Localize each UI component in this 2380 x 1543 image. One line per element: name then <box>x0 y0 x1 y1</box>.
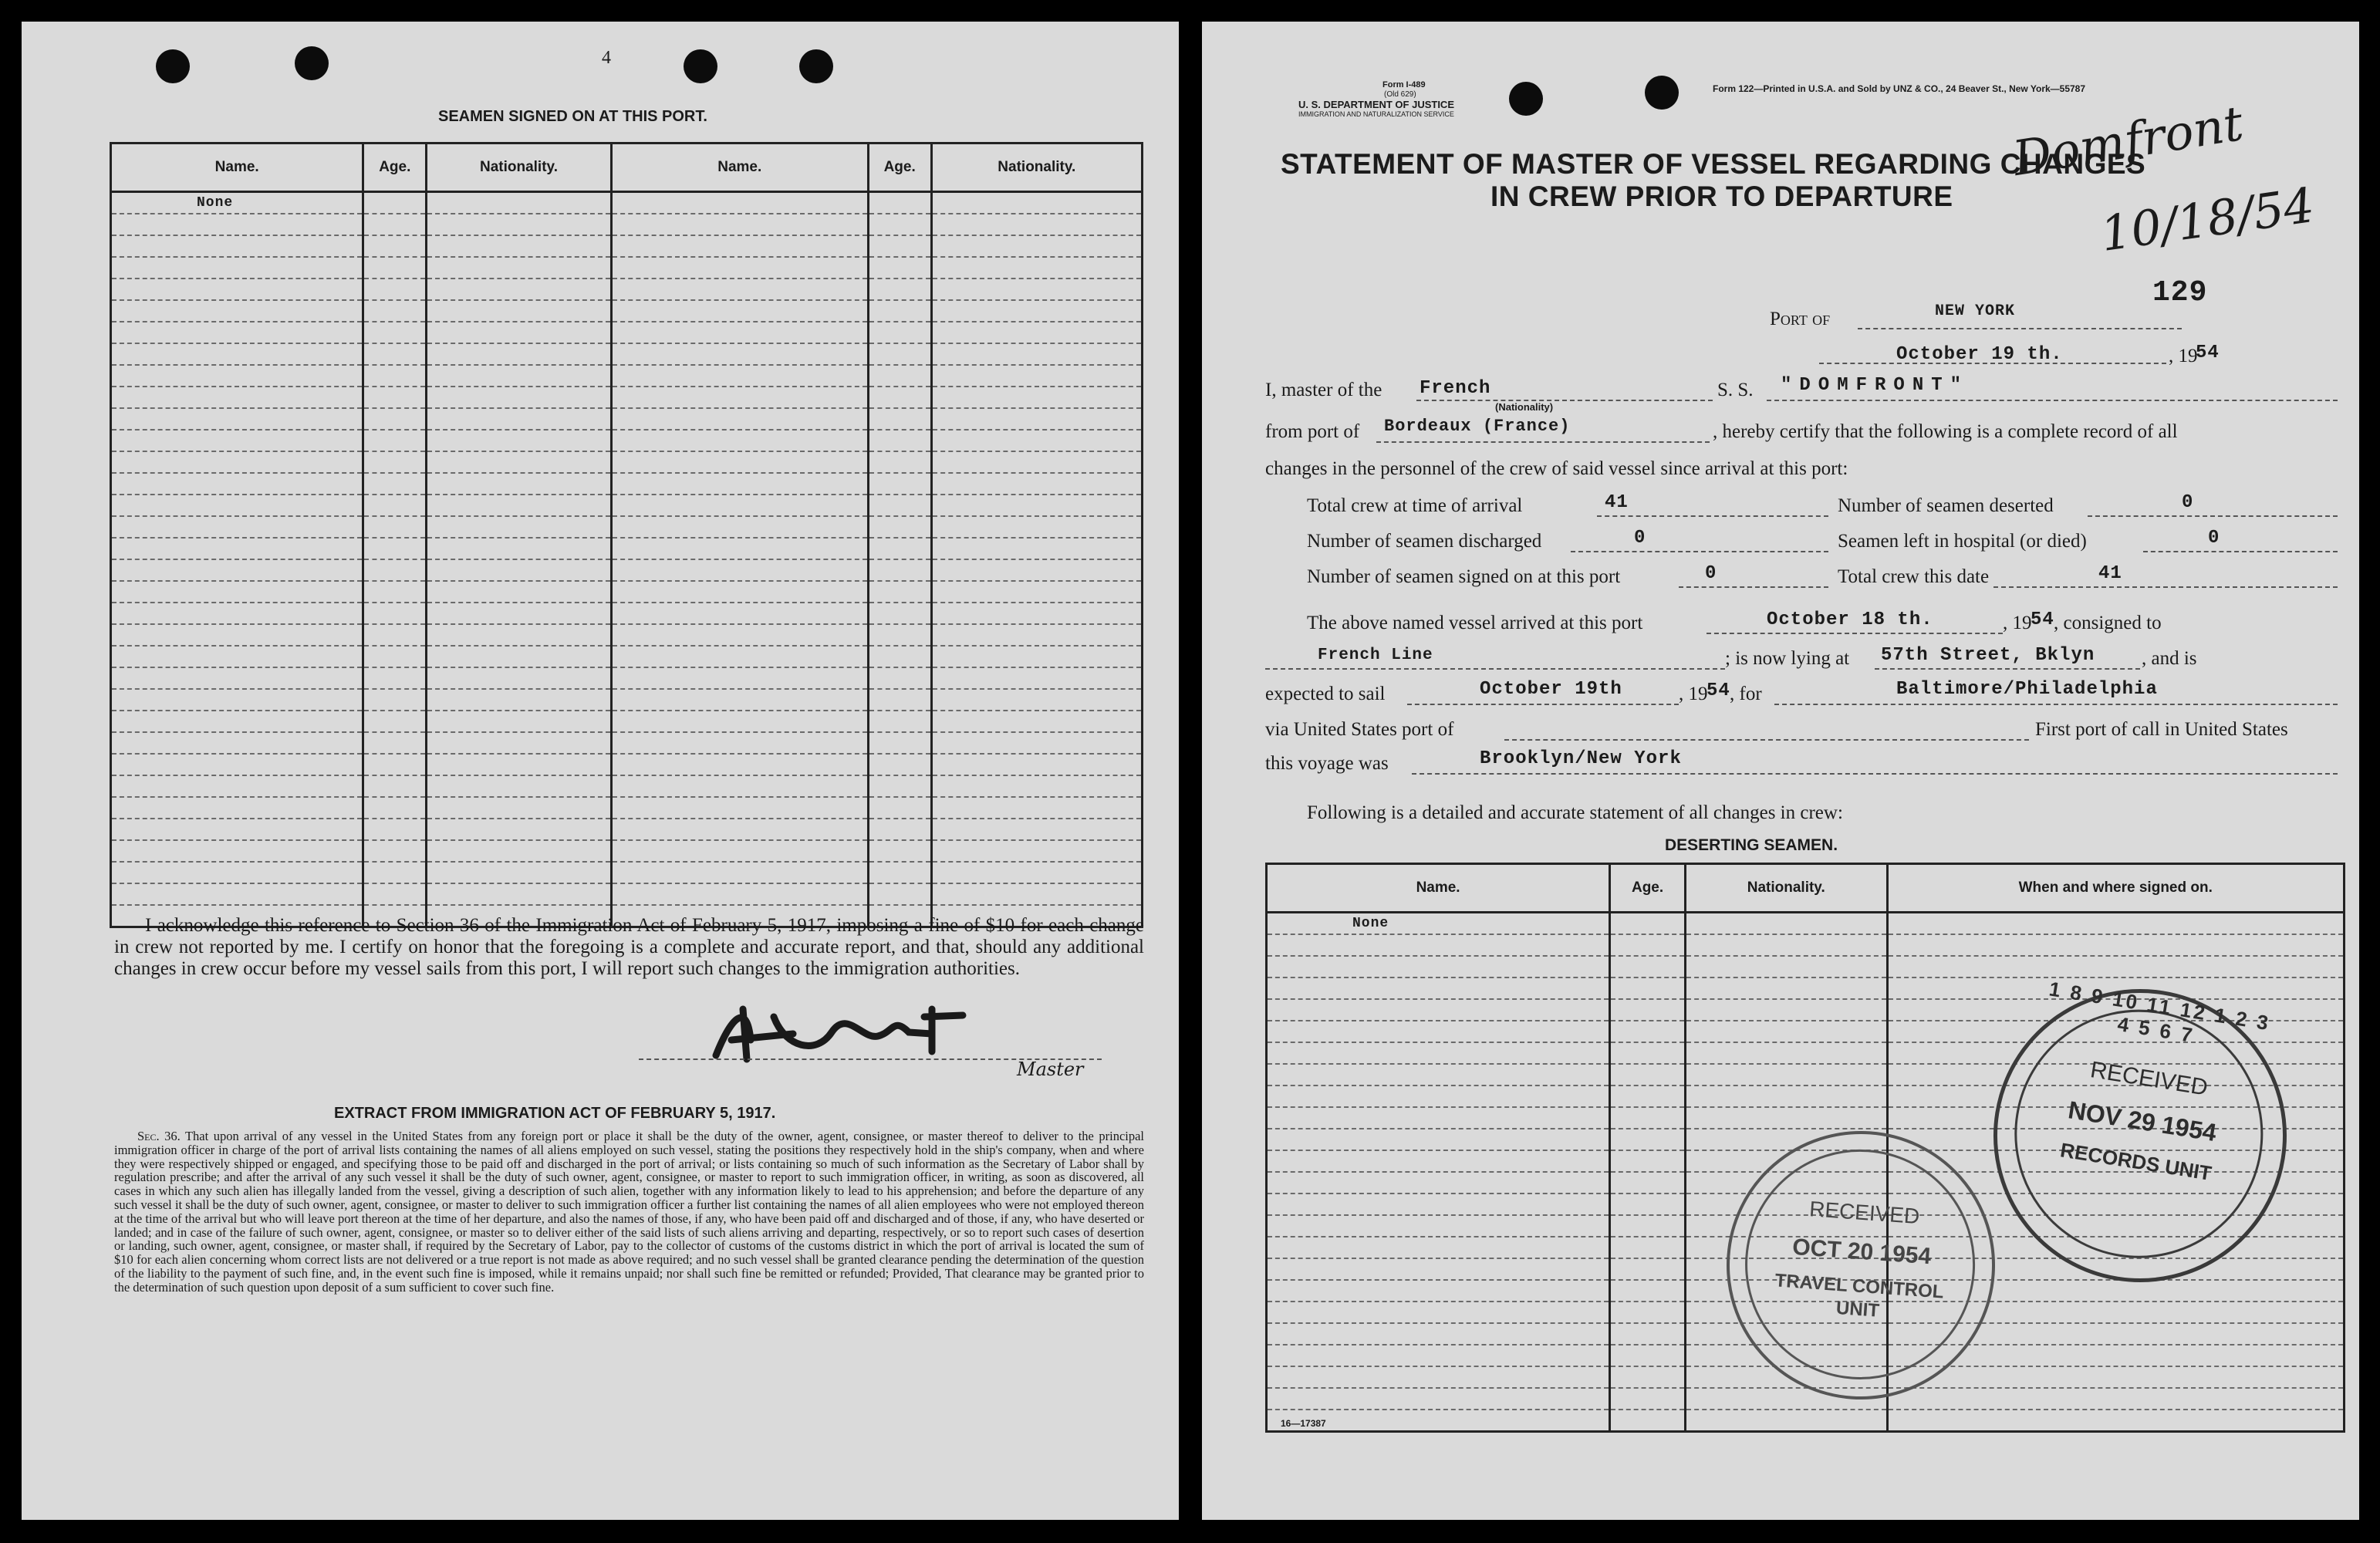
stat-deserted-label: Number of seamen deserted <box>1838 495 2054 516</box>
stat-total-date-label: Total crew this date <box>1838 566 1990 587</box>
punch-hole <box>684 49 717 83</box>
punch-hole <box>156 49 190 83</box>
stat-line <box>2143 551 2338 552</box>
nationality-value: French <box>1420 378 1491 399</box>
table-row <box>111 797 1143 819</box>
column-header-nationality: Nationality. <box>1685 864 1887 913</box>
table-row <box>111 192 1143 214</box>
seaman-name-cell: None <box>1267 913 1610 935</box>
table-row <box>1267 934 2345 956</box>
for-label: , for <box>1730 684 1762 704</box>
master-label: Master <box>1017 1058 1084 1080</box>
stamp-travel-control: TRAVEL CONTROL <box>1774 1270 1945 1303</box>
table-row <box>111 819 1143 840</box>
expected-year: 54 <box>1707 680 1730 701</box>
page-number: 4 <box>602 48 611 68</box>
lying-value: 57th Street, Bklyn <box>1881 645 2095 666</box>
stat-line <box>2088 515 2338 517</box>
ship-name: "DOMFRONT" <box>1781 375 1970 396</box>
following-text: Following is a detailed and accurate statement of all changes in crew: <box>1307 802 1843 823</box>
table-row <box>1267 1388 2345 1410</box>
arrived-value: October 18 th. <box>1767 609 1933 630</box>
column-header-nationality: Nationality. <box>931 143 1142 192</box>
table-row <box>111 883 1143 905</box>
service-name: IMMIGRATION AND NATURALIZATION SERVICE <box>1298 110 1454 118</box>
table-row <box>111 754 1143 775</box>
stat-line <box>1993 586 2338 588</box>
handwritten-ship-name: Domfront <box>2009 94 2247 187</box>
expected-year-prefix: , 19 <box>1679 684 1708 704</box>
table-row <box>111 667 1143 689</box>
stat-hospital-label: Seamen left in hospital (or died) <box>1838 531 2087 552</box>
table-row <box>111 732 1143 754</box>
stamp-date: OCT 20 1954 <box>1791 1234 1933 1270</box>
table-header-row <box>111 143 1143 192</box>
extract-section-36 <box>114 1129 1144 1295</box>
table-row <box>111 214 1143 235</box>
table-row <box>111 365 1143 387</box>
punch-hole <box>295 46 329 80</box>
table-row <box>111 646 1143 667</box>
deserting-heading: DESERTING SEAMEN. <box>1665 836 1838 854</box>
acknowledgement-text: I acknowledge this reference to Section 36 of the Immigration Act of February 5, 1917, imposing a fine of $10 for each change in crew not reported by me. I certify on honor that the foregoing is a complete and accurate report, and that, should any additional changes in crew occur before my vessel sails from this port, I will report such changes to the immigration authorities. <box>114 915 1144 979</box>
ship-name-line <box>1767 400 2338 401</box>
voyage-line <box>1412 773 2338 775</box>
form-title-line1: STATEMENT OF MASTER OF VESSEL REGARDING CHANGES <box>1281 148 2146 180</box>
seaman-name-cell: None <box>111 192 363 214</box>
date-year-prefix: , 19 <box>2169 346 2198 366</box>
lying-line <box>1875 668 2140 670</box>
table-row <box>111 322 1143 343</box>
column-header-when-where: When and where signed on. <box>1887 864 2344 913</box>
stat-total-arrival-value: 41 <box>1605 492 1629 513</box>
stat-total-arrival-label: Total crew at time of arrival <box>1307 495 1523 516</box>
table-row <box>111 624 1143 646</box>
destination-value: Baltimore/Philadelphia <box>1896 679 2158 700</box>
table-row <box>111 775 1143 797</box>
column-header-age: Age. <box>363 143 427 192</box>
master-signature <box>700 986 1040 1079</box>
seamen-signed-table <box>110 142 1143 928</box>
port-value: NEW YORK <box>1935 302 2016 320</box>
from-port-label: from port of <box>1265 421 1360 442</box>
stat-signed-on-value: 0 <box>1705 563 1717 584</box>
expected-label: expected to sail <box>1265 684 1386 704</box>
from-port-line <box>1376 441 1710 443</box>
stamp-unit: UNIT <box>1835 1297 1880 1322</box>
seamen-signed-heading: SEAMEN SIGNED ON AT THIS PORT. <box>438 108 707 125</box>
printer-note: Form 122—Printed in U.S.A. and Sold by UNZ & CO., 24 Beaver St., New York—55787 <box>1713 83 2086 94</box>
voyage-value: Brooklyn/New York <box>1480 748 1682 769</box>
table-row <box>111 473 1143 495</box>
punch-hole <box>1645 76 1679 110</box>
left-page <box>22 22 1179 1520</box>
expected-line <box>1407 704 1679 705</box>
stamp-records-unit: RECORDS UNIT <box>2058 1138 2213 1185</box>
agency-name: U. S. DEPARTMENT OF JUSTICE <box>1298 99 1454 110</box>
consignee-value: French Line <box>1318 647 1433 664</box>
footer-code: 16—17387 <box>1281 1418 1326 1429</box>
form-title-line2: IN CREW PRIOR TO DEPARTURE <box>1490 181 1953 212</box>
stat-discharged-label: Number of seamen discharged <box>1307 531 1542 552</box>
table-row <box>111 581 1143 603</box>
table-row <box>111 279 1143 300</box>
table-row <box>111 559 1143 581</box>
nationality-caption: (Nationality) <box>1495 401 1554 413</box>
table-row <box>111 711 1143 732</box>
voyage-label: this voyage was <box>1265 753 1389 774</box>
table-row <box>111 603 1143 624</box>
column-header-age: Age. <box>1610 864 1686 913</box>
right-page <box>1202 22 2359 1520</box>
table-row <box>111 300 1143 322</box>
section-label: Sec. 36. <box>137 1129 181 1143</box>
table-row <box>111 516 1143 538</box>
stat-line <box>1679 586 1828 588</box>
date-value: October 19 th. <box>1896 344 2063 365</box>
table-row <box>111 235 1143 257</box>
table-row <box>111 538 1143 559</box>
table-row <box>111 689 1143 711</box>
certify-text: , hereby certify that the following is a complete record of all <box>1713 421 2178 442</box>
table-row <box>111 257 1143 279</box>
extract-heading: EXTRACT FROM IMMIGRATION ACT OF FEBRUARY 5, 1917. <box>334 1105 776 1122</box>
form-old: (Old 629) <box>1384 90 1416 99</box>
table-row <box>1267 956 2345 977</box>
column-header-age: Age. <box>868 143 931 192</box>
table-row <box>111 343 1143 365</box>
column-header-nationality: Nationality. <box>427 143 612 192</box>
lying-label: ; is now lying at <box>1725 648 1850 669</box>
destination-line <box>1774 704 2338 705</box>
from-port-value: Bordeaux (France) <box>1384 417 1571 436</box>
stat-line <box>1571 551 1828 552</box>
consigned-label: , consigned to <box>2054 613 2162 633</box>
via-line <box>1504 739 2029 741</box>
form-id: Form I-489 <box>1382 80 1426 89</box>
master-label: I, master of the <box>1265 380 1382 400</box>
date-year: 54 <box>2196 343 2220 363</box>
stat-deserted-value: 0 <box>2182 492 2194 513</box>
table-row <box>111 495 1143 516</box>
arrived-year-prefix: , 19 <box>2003 613 2032 633</box>
and-is-label: , and is <box>2142 648 2197 669</box>
table-row <box>1267 913 2345 935</box>
stat-line <box>1597 515 1828 517</box>
table-row <box>111 451 1143 473</box>
expected-value: October 19th <box>1480 679 1622 700</box>
table-row <box>111 387 1143 408</box>
arrived-label: The above named vessel arrived at this port <box>1307 613 1643 633</box>
serial-number: 129 <box>2152 276 2208 309</box>
stamp-received: RECEIVED <box>2088 1057 2210 1101</box>
table-row <box>111 840 1143 862</box>
arrived-year: 54 <box>2031 609 2054 630</box>
punch-hole <box>799 49 833 83</box>
column-header-name: Name. <box>611 143 868 192</box>
table-row <box>1267 1410 2345 1432</box>
table-header-row <box>1267 864 2345 913</box>
table-row <box>111 408 1143 430</box>
stat-discharged-value: 0 <box>1634 528 1646 549</box>
ss-label: S. S. <box>1717 380 1754 400</box>
stat-total-date-value: 41 <box>2098 563 2122 584</box>
column-header-name: Name. <box>1267 864 1610 913</box>
table-row <box>111 862 1143 883</box>
first-port-label: First port of call in United States <box>2035 719 2288 740</box>
arrived-line <box>1707 633 2003 634</box>
stamp-ring-numbers: 1 8 9 10 11 12 1 2 3 4 5 6 7 <box>2047 977 2273 1048</box>
port-label: Port of <box>1770 309 1831 329</box>
changes-text: changes in the personnel of the crew of said vessel since arrival at this port: <box>1265 458 1848 479</box>
punch-hole <box>1509 82 1543 116</box>
stamp-date: NOV 29 1954 <box>2066 1096 2219 1147</box>
handwritten-date: 10/18/54 <box>2097 176 2318 263</box>
port-line <box>1858 328 2182 329</box>
section-text: That upon arrival of any vessel in the United States from any foreign port or place it shall be the duty of the owner, agent, consignee, or master thereof to deliver to the principal immigration officer in charge of the port of arrival lists containing the names of all aliens employed on such vessel, stating the positions they respectively hold in the ship's company, when and where they were respectively shipped or engaged, and specifying those to be paid off and discharged in the port of arrival; or lists containing so much of such information as the Secretary of Labor shall by regulation prescribe; and after the arrival of any such vessel it shall be the duty of such owner, agent, consignee, or master to report to such immigration officer, in writing, as soon as discovered, all cases in which any such alien has illegally landed from the vessel, giving a description of such alien, together with any information likely to lead to his apprehension; and before the departure of any such vessel it shall be the duty of such owner, agent, consignee, or master to deliver to such immigration officer a further list containing the names of all alien employees who were not employed thereon at the time of the arrival but who will leave port thereon at the time of her departure, and also the names of those, if any, who have been paid off and discharged and of those, if any, who have deserted or landed; and in case of the failure of such owner, agent, consignee, or master so to deliver either of the said lists of such aliens arriving and departing, respectively, or so to report such cases of desertion or landing, such owner, agent, consignee, or master shall, if required by the Secretary of Labor, pay to the collector of customs of the customs district in which the port of arrival is located the sum of $10 for each alien concerning whom correct lists are not delivered or a true report is not made as above required; and no such vessel shall be granted clearance pending the determination of the question of the liability to the payment of such fine, and, in the event such fine is imposed, while it remains unpaid; nor shall such fine be remitted or refunded; Provided, That clearance may be granted prior to the determination of such question upon deposit of a sum sufficient to cover such fine. <box>114 1129 1145 1295</box>
stat-signed-on-label: Number of seamen signed on at this port <box>1307 566 1621 587</box>
nationality-line <box>1416 400 1713 401</box>
column-header-name: Name. <box>111 143 363 192</box>
stat-hospital-value: 0 <box>2208 528 2220 549</box>
table-row <box>111 430 1143 451</box>
consignee-line <box>1265 668 1725 670</box>
via-label: via United States port of <box>1265 719 1454 740</box>
stamp-received: RECEIVED <box>1808 1197 1921 1229</box>
